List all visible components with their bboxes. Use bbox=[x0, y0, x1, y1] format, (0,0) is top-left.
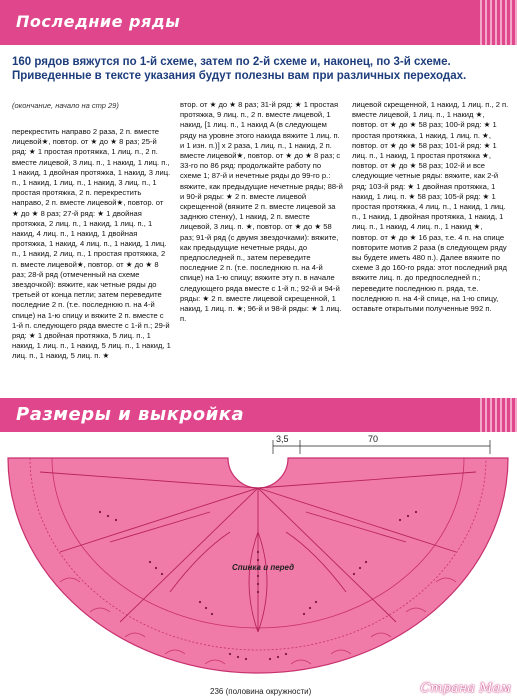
decorative-stripe bbox=[477, 0, 517, 45]
dim-small-label: 3,5 bbox=[276, 434, 289, 444]
decorative-stripe bbox=[477, 398, 517, 432]
header-bar bbox=[0, 0, 517, 45]
continuation-note: (окончание, начало на стр 29) bbox=[12, 101, 119, 110]
watermark-logo: Страна Мам bbox=[420, 681, 511, 696]
pattern-schematic bbox=[0, 432, 517, 700]
section-bar bbox=[0, 398, 517, 432]
circumference-caption: 236 (половина окружности) bbox=[210, 687, 312, 696]
dim-large-label: 70 bbox=[368, 434, 379, 444]
instructions-column-3: лицевой скрещенной, 1 накид, 1 лиц. п., 2 п. вместе лицевой, 1 лиц. п., 1 накид ★, повтор. от ★ до ★ 58 раз; 100-й ряд: ★ 1 простая протяжка, 1 накид, 1 лиц. п. ★, повтор. от ★ до ★ 58 раз; 101-й ряд: ★ 1 лиц. п., 1 накид, 1 простая протяжка ★, повтор. от ★ до ★ 58 раз; 102-й и все следующие четные ряды: вяжите, как 2-й ряд; 103-й ряд: ★ 1 двойная протяжка, 1 накид, 1 лиц. п. ★ 58 раз; 105-й ряд: ★ 1 простая протяжка, 4 лиц. п., 1 накид, 1 лиц. п., 1 накид, 1 двойная протяжка, 1 накид, 1 лиц. п., 1 накид, 4 лиц. п., 1 накид ★, повтор. от ★ до ★ 16 раз, т.е. 4 п. на спице повторите мотив 2 раза (в следующем ряду вы будете иметь 480 п.). Далее вяжите по схеме 3 до 160-го ряда: этот последний ряд вяжите лиц. п. до предпоследней п.; переведите последнюю п. ряда, т.е. последнюю п. на 4-й спице, на 1-ю спицу, оставьте открытыми полученные 992 п. bbox=[352, 100, 509, 314]
intro-text: 160 рядов вяжутся по 1-й схеме, затем по 2-й схеме и, наконец, по 3-й схеме. Приведенные в тексте указания будут полезны вам при различных переходах. bbox=[12, 56, 467, 82]
piece-label: Спинка и перед bbox=[232, 563, 295, 572]
instructions-column-1: перекрестить направо 2 раза, 2 п. вместе лицевой★, повтор. от ★ до ★ 8 раз; 25-й ряд: ★ 1 простая протяжка, 1 лиц. п., 2 п. вместе лицевой, 3 лиц. п., 1 накид, 1 лиц. п., 1 накид, 1 двойная протяжка, 1 накид, 3 лиц. п., 1 накид, 1 лиц. п., 1 накид, 3 лиц. п., 1 простая протяжка, 2 п. перекрестить направо, 2 п. вместе лицевой★, повтор. от ★ до ★ 8 раз; 27-й ряд: ★ 1 двойная протяжка, 2 лиц. п., 1 накид, 1 лиц. п., 1 накид, 4 лиц. п., 1 накид, 1 двойная протяжка, 1 накид, 4 лиц. п., 1 накид, 1 лиц. п., 1 накид, 2 лиц. п., 1 простая протяжка, 2 п. вместе лицевой★, повтор. от ★ до ★ 8 раз; 28-й ряд (отмеченный на схеме звездочкой): вяжите, как четные ряды до третьей от конца петли; затем переведите последние 2 п. (т.е. последнюю п. на 4-й спице) на 1-ю спицу и вяжите 2 п. вместе с 1-й п. следующего ряда вместе с 1-й п.; 29-й ряд: ★ 1 двойная протяжка, 5 лиц. п., 1 накид, 1 лиц. п., 1 накид, 5 лиц. п., 1 накид, 1 лиц. п., 1 накид, 5 лиц. п. ★ bbox=[12, 127, 171, 361]
section-title: Размеры и выкройка bbox=[16, 404, 245, 425]
instructions-column-2: втор. от ★ до ★ 8 раз; 31-й ряд: ★ 1 простая протяжка, 9 лиц. п., 2 п. вместе лицевой, 1 накид, [1 лиц. п., 1 накид A (в следующем ряду на уровне этого накида вяжите 1 лиц. п. и 1 изн. п.)] x 2 раза, 1 лиц. п., 1 накид, 2 п. вместе лицевой★, повтор. от ★ до ★ 8 раз; с 33-го по 86 ряд: продолжайте работу по схеме 1; 87-й и нечетные ряды до 99-го р.: вяжите, как предыдущие нечетные ряды; 88-й и 90-й ряды: ★ 2 п. вместе лицевой скрещенной (вяжите 2 п. вместе лицевой за заднюю стенку), 1 накид, 2 п. вместе лицевой, 3 лиц. п. ★, повтор. от ★ до ★ 58 раз; 91-й ряд (с двумя звездочками): вяжите, как предыдущие нечетные ряды, до предпоследней п., затем переведите последние 2 п. (т.е. последнюю п. на 4-й спице) на 1-ю спицу; вяжите эту п. в начале следующего ряда вместе с 1-й п.; 92-й и 94-й ряды: ★ 2 п. вместе лицевой скрещенной, 1 накид, 1 лиц. п. ★; 96-й и 98-й ряды: ★ 1 лиц. п. bbox=[180, 100, 343, 324]
page-title: Последние ряды bbox=[16, 12, 181, 31]
